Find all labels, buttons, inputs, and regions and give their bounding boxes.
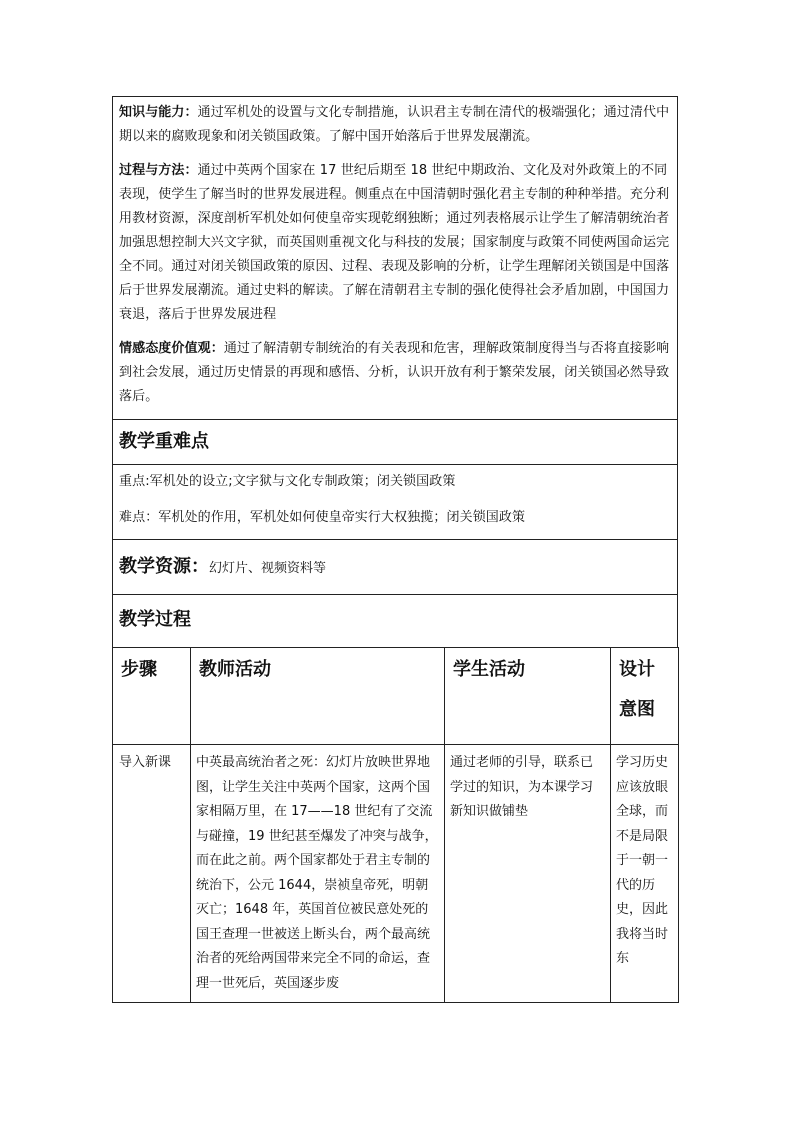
row-student-activity: 通过老师的引导，联系已学过的知识，为本课学习新知识做铺垫 [445,745,611,1003]
teaching-goals-section [112,96,678,419]
goal-process [119,159,671,327]
key-points-section [112,464,678,539]
goal-emotion-label: 情感态度价值观： [119,341,224,356]
goal-process-text: 通过中英两个国家在 17 世纪后期至 18 世纪中期政治、文化及对外政策上的不同表现，使学生了解当时的世界发展进程。侧重点在中国清朝时强化君主专制的种种举措。充分利用教材资源，深度剖析军机处如何使皇帝实现乾纲独断；通过列表格展示让学生了解清朝统治者加强思想控制大兴文字狱，而英国则重视文化与科技的发展；国家制度与政策不同使两国命运完全不同。通过对闭关锁国政策的原因、过程、表现及影响的分析，让学生理解闭关锁国是中国落后于世界发展潮流。通过史料的解读。了解在清朝君主专制的强化使得社会矛盾加剧，中国国力衰退，落后于世界发展进程 [119,163,670,322]
goal-emotion [119,337,671,409]
col-student-header: 学生活动 [445,648,611,745]
resources-section [112,539,678,594]
key-focus: 重点:军机处的设立;文字狱与文化专制政策；闭关锁国政策 [119,474,456,489]
key-difficulty: 难点：军机处的作用，军机处如何使皇帝实行大权独揽；闭关锁国政策 [119,510,526,525]
resources-heading: 教学资源： [119,556,209,577]
process-heading: 教学过程 [112,594,678,647]
goal-knowledge-text: 通过军机处的设置与文化专制措施，认识君主专制在清代的极端强化；通过清代中期以来的腐败现象和闭关锁国政策。了解中国开始落后于世界发展潮流。 [119,105,670,144]
row-step: 导入新课 [113,745,191,1003]
table-header-row [113,648,679,745]
col-teacher-header: 教师活动 [191,648,445,745]
process-table-wrap [112,647,678,1003]
goal-knowledge-label: 知识与能力： [119,105,198,120]
process-table [112,647,679,1003]
goal-emotion-text: 通过了解清朝专制统治的有关表现和危害，理解政策制度得当与否将直接影响到社会发展，通过历史情景的再现和感悟、分析，认识开放有利于繁荣发展，闭关锁国必然导致落后。 [119,341,670,404]
row-design-intent: 学习历史应该放眼全球，而不是局限于一朝一代的历史，因此我将当时东 [611,745,679,1003]
row-teacher-activity: 中英最高统治者之死：幻灯片放映世界地图，让学生关注中英两个国家，这两个国家相隔万里，在 17——18 世纪有了交流与碰撞，19 世纪甚至爆发了冲突与战争，而在此之前。两个国家都处于君主专制的统治下，公元 1644，崇祯皇帝死，明朝灭亡；1648 年，英国首位被民意处死的国王查理一世被送上断头台，两个最高统治者的死给两国带来完全不同的命运，查理一世死后，英国逐步废 [191,745,445,1003]
key-points-heading: 教学重难点 [112,419,678,464]
goal-knowledge [119,101,671,149]
col-step-header: 步骤 [113,648,191,745]
lesson-plan-page [112,96,678,1003]
goal-process-label: 过程与方法： [119,163,198,178]
col-intent-header: 设计意图 [611,648,679,745]
table-row [113,745,679,1003]
resources-value: 幻灯片、视频资料等 [209,561,327,576]
